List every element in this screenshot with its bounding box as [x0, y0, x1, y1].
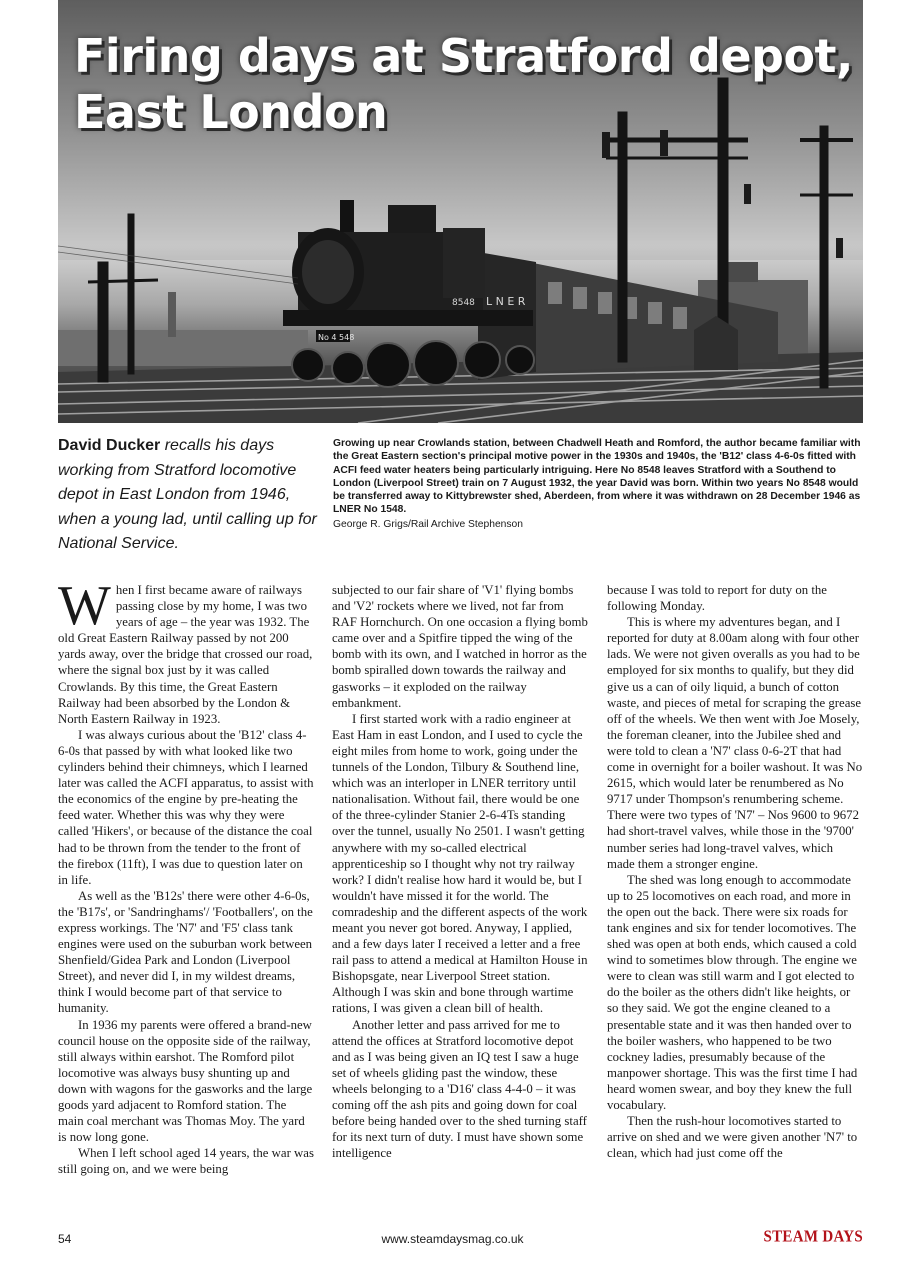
- body-paragraph: I was always curious about the 'B12' class 4-6-0s that passed by with what looked like two cylinders behind their chimneys, which I learned later was called the ACFI apparatus, to assist with the economics of the engine by pre-heating the feed water. Whether this was why they were called 'Hikers', or because of the distance the coal had to be thrown from the tender to the front of the firebox (11ft), I was due to question later on in life.: [58, 727, 314, 887]
- drop-cap: W: [58, 582, 111, 637]
- svg-text:8548: 8548: [452, 298, 475, 308]
- body-column-2: [332, 582, 588, 1222]
- body-column-3: [607, 582, 863, 1222]
- svg-text:No 4 548: No 4 548: [318, 333, 355, 342]
- body-paragraph: I first started work with a radio engineer at East Ham in east London, and I used to cycle the eight miles from home to work, going under the tunnels of the London, Tilbury & Southend line, which was an interloper in LNER territory until nationalisation. Without fail, there would be one of the three-cylinder Stanier 2-6-4Ts standing over the tunnel, usually No 2501. I wasn't getting anywhere with my so-called electrical apprenticeship so I thought why not try railway work? I didn't realise how hard it would be, but I wouldn't have missed it for the world. The comradeship and the different aspects of the work meant you never got bored. Anyway, I applied, and a few days later I received a letter and a free rail pass to attend a medical at Hamilton House in Bishopsgate, near Liverpool Street station. Although I was skin and bone through wartime rations, I was given a clean bill of health.: [332, 711, 588, 1016]
- body-column-1: [58, 582, 314, 1222]
- body-paragraph: Another letter and pass arrived for me to attend the offices at Stratford locomotive depot and as I was being given an IQ test I saw a huge set of wheels gliding past the window, these wheels belonging to a 'D16' class 4-4-0 – it was coming off the ash pits and going down for coal before being handed over to the shed turning staff for its next turn of duty. I must have shown some intelligence: [332, 1017, 587, 1161]
- body-paragraph: When I left school aged 14 years, the war was still going on, and we were being: [58, 1146, 314, 1177]
- article-title: Firing days at Stratford depot, East London: [74, 29, 854, 139]
- body-paragraph: When I first became aware of railways passing close by my home, I was two years of age – the year was 1932. The old Great Eastern Railway passed by not 200 yards away, over the bridge that crossed our road, where the signal box just by it was called Crowlands. By this time, the Great Eastern Railway had been absorbed by the London & North Eastern Railway in 1923.: [58, 582, 313, 726]
- svg-text:L N E R: L N E R: [486, 295, 526, 308]
- website-url: www.steamdaysmag.co.uk: [381, 1232, 524, 1246]
- magazine-logo: STEAM DAYS: [763, 1227, 863, 1247]
- photo-credit: George R. Grigs/Rail Archive Stephenson: [333, 518, 524, 530]
- body-paragraph: This is where my adventures began, and I reported for duty at 8.00am along with four other lads. We were not given overalls as you had to be employed for six months to qualify, but they did give us a can of oily liquid, a bunch of cotton waste, and pieces of metal for scraping the grease off of the wheels. We then went with Joe Mosely, the foreman cleaner, into the Jubilee shed and were told to clean a 'N7' class 0-6-2T that had come in overnight for a boiler washout. It was No 2615, which would later be renumbered as No 9717 under Thompson's renumbering scheme. There were two types of 'N7' – Nos 9600 to 9672 had short-travel valves, while those in the '9700' number series had long-travel valves, which made them a stronger engine.: [607, 615, 863, 871]
- body-paragraph: As well as the 'B12s' there were other 4-6-0s, the 'B17s', or 'Sandringhams'/ 'Footballers', on the express workings. The 'N7' and 'F5' class tank engines were used on the suburban work between Shenfield/Gidea Park and London (Liverpool Street), and never did I, in my wildest dreams, think I would become part of that service to humanity.: [58, 888, 313, 1016]
- caption-text: Growing up near Crowlands station, between Chadwell Heath and Romford, the author became familiar with the Great Eastern section's principal motive power in the 1930s and 1940s, the 'B12' class 4-6-0s fitted with ACFI feed water heaters being particularly intriguing. Here No 8548 leaves Stratford with a Southend to London (Liverpool Street) train on 7 August 1932, the year David was born. Within two years No 8548 would be transferred away to Kittybrewster shed, Aberdeen, from where it was withdrawn on 28 December 1946 as LNER No 1548.: [333, 438, 861, 516]
- author-name: David Ducker: [58, 437, 161, 454]
- standfirst-text: recalls his days working from Stratford locomotive depot in East London from 1946, when a young lad, until calling up for National Service.: [58, 437, 317, 552]
- photo-caption: [333, 437, 863, 531]
- hero-photo: [58, 0, 863, 423]
- body-paragraph: Then the rush-hour locomotives started to arrive on shed and we were given another 'N7' to clean, which had just come off the: [607, 1114, 858, 1161]
- body-paragraph: The shed was long enough to accommodate up to 25 locomotives on each road, and more in the open out the back. There were six roads for tank engines and six for tender locomotives. The shed was open at both ends, which caused a cold wind to sometimes blow through. The engine we were to clean was still warm and I got elected to do the boiler as the others didn't like heights, or so they said. We got the engine cleaned to a presentable state and it was then handed over to the boiler washers, who happened to be two cockney ladies, presumably because of the manpower shortage. This was the first time I had heard women swear, and boy they knew the full vocabulary.: [607, 872, 858, 1112]
- body-paragraph: In 1936 my parents were offered a brand-new council house on the opposite side of the railway, still always within earshot. The Romford pilot locomotive was always busy shunting up and down with wagons for the gasworks and the large goods yard adjacent to Romford station. The main coal merchant was Thomas Moy. The yard is now long gone.: [58, 1017, 313, 1145]
- standfirst: [58, 434, 320, 557]
- body-paragraph: subjected to our fair share of 'V1' flying bombs and 'V2' rockets where we lived, not far from RAF Hornchurch. On one occasion a flying bomb came over and a Spitfire tipped the wing of the bomb with its own, and I watched in horror as the bomb spiralled down towards the railway and gasworks – it exploded on the railway embankment.: [332, 583, 588, 710]
- body-paragraph: because I was told to report for duty on the following Monday.: [607, 583, 827, 614]
- page-number: 54: [58, 1232, 72, 1246]
